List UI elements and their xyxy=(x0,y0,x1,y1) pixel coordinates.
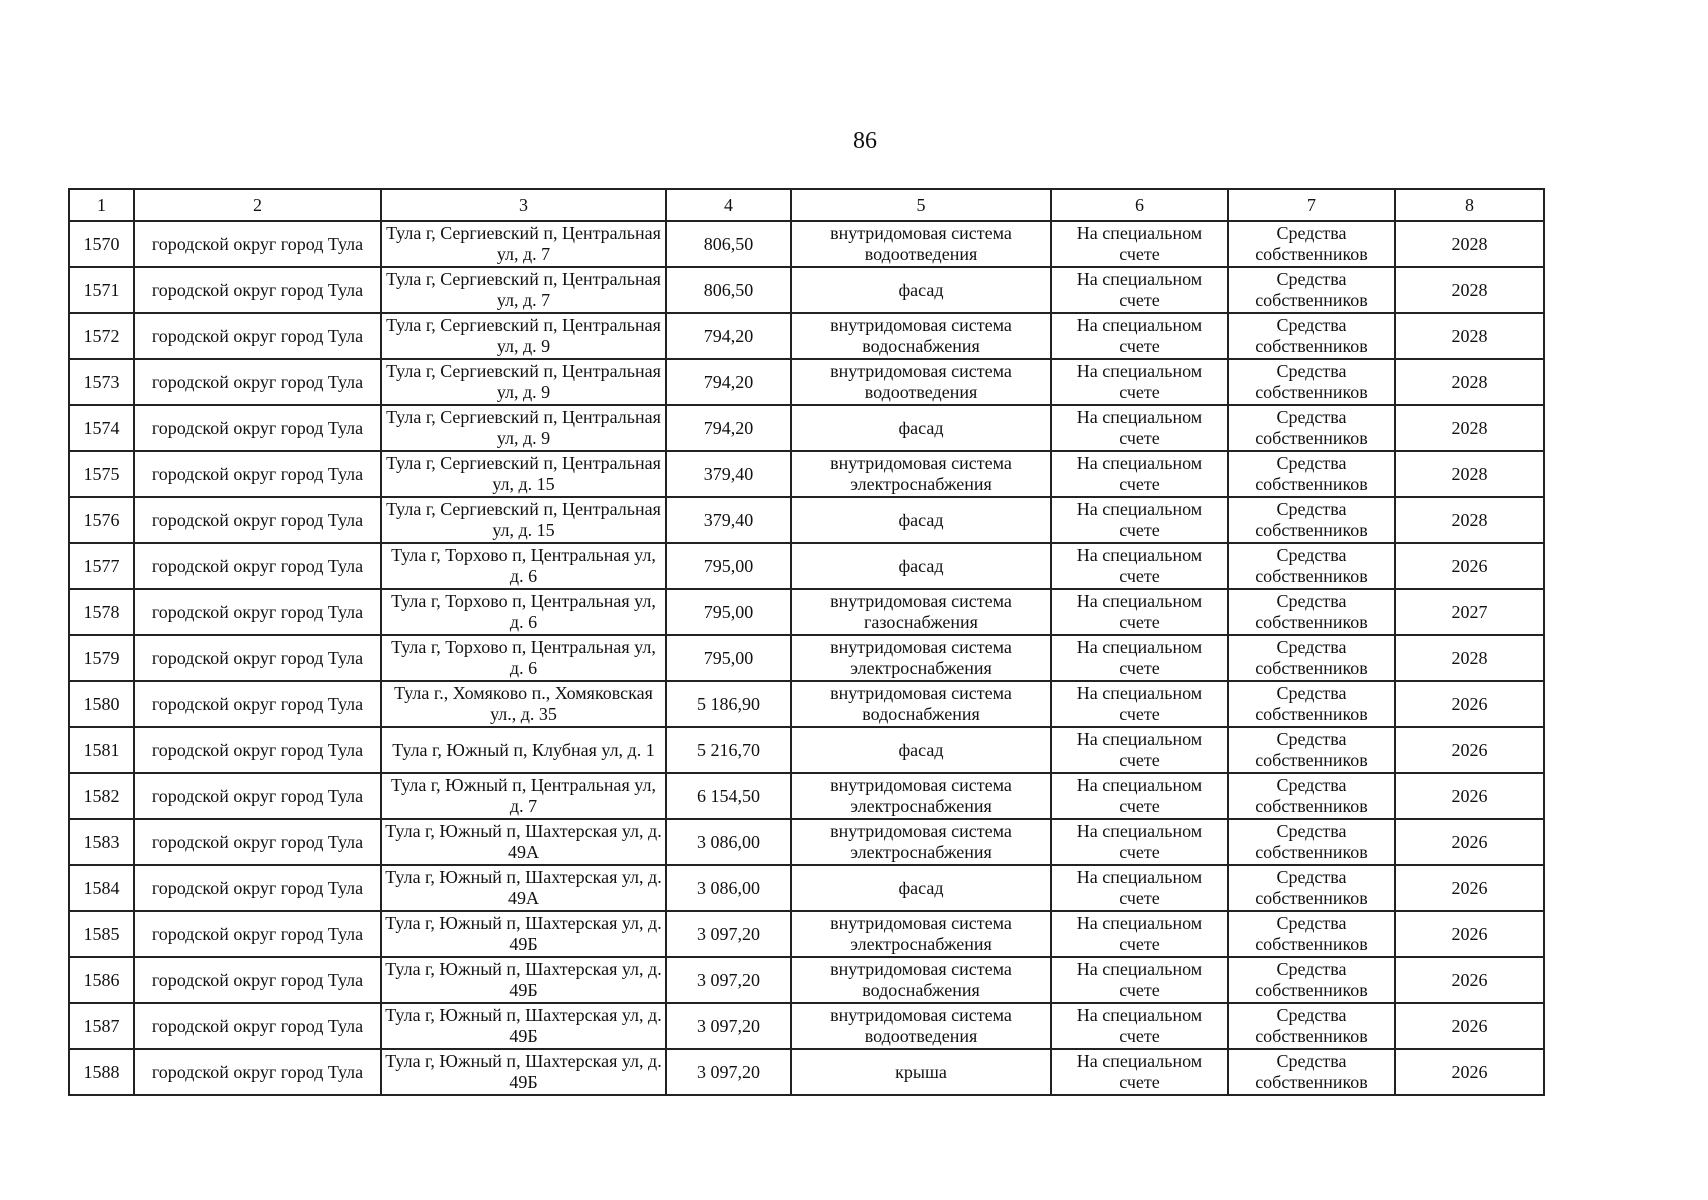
funding-source-cell: Средства собственников xyxy=(1228,405,1395,451)
table-row xyxy=(69,911,1544,957)
work-type-cell: внутридомовая система электроснабжения xyxy=(791,819,1051,865)
address-cell: Тула г, Южный п, Центральная ул, д. 7 xyxy=(381,773,666,819)
year-cell: 2028 xyxy=(1395,497,1544,543)
year-cell: 2026 xyxy=(1395,681,1544,727)
funding-source-cell: Средства собственников xyxy=(1228,543,1395,589)
year-cell: 2026 xyxy=(1395,865,1544,911)
area-cell: 794,20 xyxy=(666,313,791,359)
municipality-cell: городской округ город Тула xyxy=(134,681,381,727)
work-type-cell: крыша xyxy=(791,1049,1051,1095)
table-row xyxy=(69,773,1544,819)
address-cell: Тула г, Сергиевский п, Центральная ул, д. 9 xyxy=(381,313,666,359)
address-cell: Тула г, Торхово п, Центральная ул, д. 6 xyxy=(381,635,666,681)
municipality-cell: городской округ город Тула xyxy=(134,497,381,543)
funding-source-cell: Средства собственников xyxy=(1228,911,1395,957)
table-body xyxy=(69,221,1544,1095)
funding-source-cell: Средства собственников xyxy=(1228,819,1395,865)
municipality-cell: городской округ город Тула xyxy=(134,543,381,589)
address-cell: Тула г, Южный п, Шахтерская ул, д. 49А xyxy=(381,819,666,865)
year-cell: 2028 xyxy=(1395,313,1544,359)
work-type-cell: фасад xyxy=(791,267,1051,313)
municipality-cell: городской округ город Тула xyxy=(134,405,381,451)
address-cell: Тула г, Южный п, Клубная ул, д. 1 xyxy=(381,727,666,773)
table-row xyxy=(69,267,1544,313)
address-cell: Тула г, Сергиевский п, Центральная ул, д. 9 xyxy=(381,359,666,405)
work-type-cell: фасад xyxy=(791,727,1051,773)
area-cell: 3 086,00 xyxy=(666,819,791,865)
table-row xyxy=(69,865,1544,911)
column-header: 4 xyxy=(666,189,791,221)
table-row xyxy=(69,497,1544,543)
fund-method-cell: На специальном счете xyxy=(1051,819,1228,865)
row-number: 1571 xyxy=(69,267,134,313)
row-number: 1581 xyxy=(69,727,134,773)
work-type-cell: внутридомовая система электроснабжения xyxy=(791,773,1051,819)
row-number: 1575 xyxy=(69,451,134,497)
area-cell: 3 086,00 xyxy=(666,865,791,911)
address-cell: Тула г, Южный п, Шахтерская ул, д. 49Б xyxy=(381,1003,666,1049)
work-type-cell: фасад xyxy=(791,497,1051,543)
work-type-cell: фасад xyxy=(791,543,1051,589)
year-cell: 2028 xyxy=(1395,405,1544,451)
row-number: 1572 xyxy=(69,313,134,359)
funding-source-cell: Средства собственников xyxy=(1228,635,1395,681)
area-cell: 795,00 xyxy=(666,635,791,681)
address-cell: Тула г, Торхово п, Центральная ул, д. 6 xyxy=(381,543,666,589)
address-cell: Тула г, Южный п, Шахтерская ул, д. 49Б xyxy=(381,911,666,957)
year-cell: 2026 xyxy=(1395,727,1544,773)
year-cell: 2026 xyxy=(1395,957,1544,1003)
municipality-cell: городской округ город Тула xyxy=(134,221,381,267)
funding-source-cell: Средства собственников xyxy=(1228,957,1395,1003)
fund-method-cell: На специальном счете xyxy=(1051,543,1228,589)
address-cell: Тула г, Сергиевский п, Центральная ул, д. 15 xyxy=(381,451,666,497)
row-number: 1570 xyxy=(69,221,134,267)
municipality-cell: городской округ город Тула xyxy=(134,957,381,1003)
fund-method-cell: На специальном счете xyxy=(1051,865,1228,911)
municipality-cell: городской округ город Тула xyxy=(134,819,381,865)
work-type-cell: внутридомовая система водоснабжения xyxy=(791,313,1051,359)
table-row xyxy=(69,957,1544,1003)
area-cell: 794,20 xyxy=(666,359,791,405)
table-row xyxy=(69,543,1544,589)
column-header: 8 xyxy=(1395,189,1544,221)
row-number: 1577 xyxy=(69,543,134,589)
funding-source-cell: Средства собственников xyxy=(1228,221,1395,267)
municipality-cell: городской округ город Тула xyxy=(134,773,381,819)
funding-source-cell: Средства собственников xyxy=(1228,589,1395,635)
table-row xyxy=(69,451,1544,497)
year-cell: 2026 xyxy=(1395,911,1544,957)
year-cell: 2026 xyxy=(1395,773,1544,819)
table-row xyxy=(69,681,1544,727)
row-number: 1578 xyxy=(69,589,134,635)
address-cell: Тула г, Южный п, Шахтерская ул, д. 49Б xyxy=(381,957,666,1003)
funding-source-cell: Средства собственников xyxy=(1228,451,1395,497)
area-cell: 5 186,90 xyxy=(666,681,791,727)
row-number: 1588 xyxy=(69,1049,134,1095)
year-cell: 2026 xyxy=(1395,543,1544,589)
municipality-cell: городской округ город Тула xyxy=(134,313,381,359)
work-type-cell: внутридомовая система электроснабжения xyxy=(791,451,1051,497)
address-cell: Тула г., Хомяково п., Хомяковская ул., д. 35 xyxy=(381,681,666,727)
column-header: 7 xyxy=(1228,189,1395,221)
fund-method-cell: На специальном счете xyxy=(1051,589,1228,635)
year-cell: 2028 xyxy=(1395,221,1544,267)
work-type-cell: фасад xyxy=(791,865,1051,911)
year-cell: 2026 xyxy=(1395,819,1544,865)
area-cell: 3 097,20 xyxy=(666,957,791,1003)
address-cell: Тула г, Торхово п, Центральная ул, д. 6 xyxy=(381,589,666,635)
year-cell: 2028 xyxy=(1395,635,1544,681)
page-number: 86 xyxy=(853,128,877,154)
work-type-cell: внутридомовая система водоотведения xyxy=(791,1003,1051,1049)
table-row xyxy=(69,819,1544,865)
work-type-cell: внутридомовая система электроснабжения xyxy=(791,911,1051,957)
address-cell: Тула г, Южный п, Шахтерская ул, д. 49Б xyxy=(381,1049,666,1095)
address-cell: Тула г, Сергиевский п, Центральная ул, д. 7 xyxy=(381,221,666,267)
table-row xyxy=(69,589,1544,635)
capital-repair-table xyxy=(68,188,1545,1096)
table-row xyxy=(69,359,1544,405)
area-cell: 794,20 xyxy=(666,405,791,451)
funding-source-cell: Средства собственников xyxy=(1228,773,1395,819)
work-type-cell: внутридомовая система водоснабжения xyxy=(791,957,1051,1003)
funding-source-cell: Средства собственников xyxy=(1228,1049,1395,1095)
funding-source-cell: Средства собственников xyxy=(1228,727,1395,773)
address-cell: Тула г, Южный п, Шахтерская ул, д. 49А xyxy=(381,865,666,911)
fund-method-cell: На специальном счете xyxy=(1051,1003,1228,1049)
municipality-cell: городской округ город Тула xyxy=(134,1049,381,1095)
row-number: 1584 xyxy=(69,865,134,911)
table-row xyxy=(69,635,1544,681)
column-header: 5 xyxy=(791,189,1051,221)
row-number: 1587 xyxy=(69,1003,134,1049)
fund-method-cell: На специальном счете xyxy=(1051,727,1228,773)
table-row xyxy=(69,221,1544,267)
row-number: 1573 xyxy=(69,359,134,405)
fund-method-cell: На специальном счете xyxy=(1051,497,1228,543)
municipality-cell: городской округ город Тула xyxy=(134,635,381,681)
year-cell: 2026 xyxy=(1395,1049,1544,1095)
municipality-cell: городской округ город Тула xyxy=(134,451,381,497)
work-type-cell: фасад xyxy=(791,405,1051,451)
municipality-cell: городской округ город Тула xyxy=(134,865,381,911)
fund-method-cell: На специальном счете xyxy=(1051,911,1228,957)
fund-method-cell: На специальном счете xyxy=(1051,267,1228,313)
row-number: 1583 xyxy=(69,819,134,865)
fund-method-cell: На специальном счете xyxy=(1051,957,1228,1003)
row-number: 1585 xyxy=(69,911,134,957)
funding-source-cell: Средства собственников xyxy=(1228,497,1395,543)
year-cell: 2027 xyxy=(1395,589,1544,635)
area-cell: 379,40 xyxy=(666,451,791,497)
address-cell: Тула г, Сергиевский п, Центральная ул, д. 9 xyxy=(381,405,666,451)
year-cell: 2028 xyxy=(1395,267,1544,313)
year-cell: 2028 xyxy=(1395,359,1544,405)
fund-method-cell: На специальном счете xyxy=(1051,221,1228,267)
fund-method-cell: На специальном счете xyxy=(1051,451,1228,497)
area-cell: 806,50 xyxy=(666,221,791,267)
funding-source-cell: Средства собственников xyxy=(1228,865,1395,911)
fund-method-cell: На специальном счете xyxy=(1051,313,1228,359)
row-number: 1576 xyxy=(69,497,134,543)
work-type-cell: внутридомовая система водоснабжения xyxy=(791,681,1051,727)
municipality-cell: городской округ город Тула xyxy=(134,267,381,313)
address-cell: Тула г, Сергиевский п, Центральная ул, д. 15 xyxy=(381,497,666,543)
table-row xyxy=(69,727,1544,773)
row-number: 1586 xyxy=(69,957,134,1003)
municipality-cell: городской округ город Тула xyxy=(134,359,381,405)
area-cell: 795,00 xyxy=(666,543,791,589)
area-cell: 795,00 xyxy=(666,589,791,635)
area-cell: 3 097,20 xyxy=(666,1003,791,1049)
row-number: 1582 xyxy=(69,773,134,819)
funding-source-cell: Средства собственников xyxy=(1228,359,1395,405)
area-cell: 3 097,20 xyxy=(666,1049,791,1095)
work-type-cell: внутридомовая система газоснабжения xyxy=(791,589,1051,635)
funding-source-cell: Средства собственников xyxy=(1228,267,1395,313)
fund-method-cell: На специальном счете xyxy=(1051,1049,1228,1095)
work-type-cell: внутридомовая система водоотведения xyxy=(791,359,1051,405)
municipality-cell: городской округ город Тула xyxy=(134,1003,381,1049)
fund-method-cell: На специальном счете xyxy=(1051,773,1228,819)
area-cell: 379,40 xyxy=(666,497,791,543)
fund-method-cell: На специальном счете xyxy=(1051,681,1228,727)
funding-source-cell: Средства собственников xyxy=(1228,1003,1395,1049)
municipality-cell: городской округ город Тула xyxy=(134,911,381,957)
column-header: 3 xyxy=(381,189,666,221)
area-cell: 5 216,70 xyxy=(666,727,791,773)
fund-method-cell: На специальном счете xyxy=(1051,635,1228,681)
area-cell: 3 097,20 xyxy=(666,911,791,957)
funding-source-cell: Средства собственников xyxy=(1228,313,1395,359)
row-number: 1580 xyxy=(69,681,134,727)
fund-method-cell: На специальном счете xyxy=(1051,405,1228,451)
row-number: 1574 xyxy=(69,405,134,451)
column-header: 2 xyxy=(134,189,381,221)
funding-source-cell: Средства собственников xyxy=(1228,681,1395,727)
table-row xyxy=(69,1049,1544,1095)
area-cell: 6 154,50 xyxy=(666,773,791,819)
row-number: 1579 xyxy=(69,635,134,681)
work-type-cell: внутридомовая система электроснабжения xyxy=(791,635,1051,681)
year-cell: 2028 xyxy=(1395,451,1544,497)
work-type-cell: внутридомовая система водоотведения xyxy=(791,221,1051,267)
year-cell: 2026 xyxy=(1395,1003,1544,1049)
municipality-cell: городской округ город Тула xyxy=(134,727,381,773)
area-cell: 806,50 xyxy=(666,267,791,313)
fund-method-cell: На специальном счете xyxy=(1051,359,1228,405)
municipality-cell: городской округ город Тула xyxy=(134,589,381,635)
table-header-row xyxy=(69,189,1544,221)
table-row xyxy=(69,405,1544,451)
table-row xyxy=(69,313,1544,359)
column-header: 6 xyxy=(1051,189,1228,221)
table-row xyxy=(69,1003,1544,1049)
address-cell: Тула г, Сергиевский п, Центральная ул, д. 7 xyxy=(381,267,666,313)
column-header: 1 xyxy=(69,189,134,221)
